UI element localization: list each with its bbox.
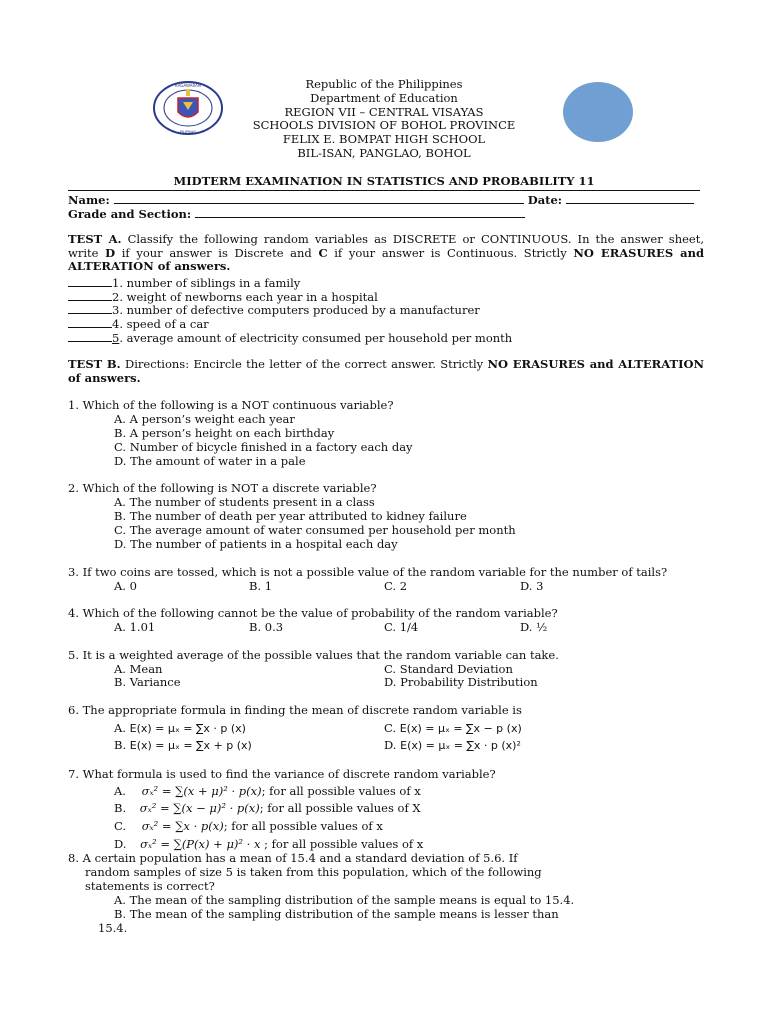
q1-option-c[interactable]: C. Number of bicycle finished in a factory each day	[114, 440, 413, 454]
answer-blank[interactable]	[68, 316, 112, 328]
svg-text:PILIPINAS: PILIPINAS	[179, 130, 197, 134]
question-8-line1: 8. A certain population has a mean of 15.4 and a standard deviation of 5.6. If	[68, 851, 518, 865]
q7-option-b[interactable]: B. σₓ² = ∑(x − μ)² · p(x); for all possible values of X	[114, 801, 421, 815]
q5-option-c[interactable]: C. Standard Deviation	[384, 662, 513, 676]
q5-option-d[interactable]: D. Probability Distribution	[384, 675, 538, 689]
header-address: BIL-ISAN, PANGLAO, BOHOL	[297, 145, 471, 160]
question-1: 1. Which of the following is a NOT continuous variable?	[68, 398, 394, 412]
testA-instructions: TEST A. Classify the following random variables as DISCRETE or CONTINUOUS. In the answer sheet, write D if your answer is Discrete and C if your answer is Continuous. Strictly NO ERASURES and ALTERATION of answers.	[68, 232, 704, 274]
grade-blank[interactable]	[195, 206, 525, 218]
svg-text:KAGAWARAN: KAGAWARAN	[175, 83, 201, 88]
header-region: REGION VII – CENTRAL VISAYAS	[284, 104, 484, 119]
grade-label: Grade and Section:	[68, 207, 192, 221]
q5-option-b[interactable]: B. Variance	[114, 675, 181, 689]
date-blank[interactable]	[566, 192, 694, 204]
header-division: SCHOOLS DIVISION OF BOHOL PROVINCE	[252, 118, 516, 133]
date-label: Date:	[527, 193, 563, 207]
question-8-line3: statements is correct?	[85, 879, 215, 893]
question-8-line2: random samples of size 5 is taken from this population, which of the following	[85, 865, 542, 879]
q1-option-d[interactable]: D. The amount of water in a pale	[114, 454, 306, 468]
answer-blank[interactable]	[68, 275, 112, 287]
q2-option-d[interactable]: D. The number of patients in a hospital each day	[114, 537, 398, 551]
q8-option-b[interactable]: B. The mean of the sampling distribution of the sample means is lesser than	[114, 907, 559, 921]
testA-item: 4. speed of a car	[68, 316, 209, 332]
testA-item: 3. number of defective computers produced by a manufacturer	[68, 302, 480, 318]
grade-row	[68, 206, 525, 222]
question-3: 3. If two coins are tossed, which is not a possible value of the random variable for the number of tails?	[68, 565, 668, 579]
q7-option-d[interactable]: D. σₓ² = ∑(P(x) + μ)² · x ; for all possible values of x	[114, 837, 424, 851]
q6-formula-a: E(x) = μₓ = ∑x · p (x)	[129, 722, 246, 735]
answer-blank[interactable]	[68, 330, 112, 342]
question-7: 7. What formula is used to find the variance of discrete random variable?	[68, 767, 496, 781]
q4-option-b[interactable]: B. 0.3	[249, 620, 284, 634]
question-5: 5. It is a weighted average of the possible values that the random variable can take.	[68, 648, 559, 662]
q3-option-c[interactable]: C. 2	[384, 579, 408, 593]
q6-option-b[interactable]: B. E(x) = μₓ = ∑x + p (x)	[114, 738, 252, 752]
q7-formula-d: σₓ² = ∑(P(x) + μ)² · x	[140, 837, 261, 851]
q8-option-b-continued: 15.4.	[98, 921, 128, 935]
q3-option-b[interactable]: B. 1	[249, 579, 273, 593]
question-2: 2. Which of the following is NOT a discrete variable?	[68, 481, 377, 495]
q1-option-a[interactable]: A. A person’s weight each year	[114, 412, 295, 426]
q4-option-d[interactable]: D. ½	[520, 620, 548, 634]
blue-oval-logo	[563, 82, 633, 142]
testA-label: TEST A.	[68, 232, 122, 246]
answer-blank[interactable]	[68, 302, 112, 314]
header-republic: Republic of the Philippines	[305, 77, 463, 91]
title-divider	[68, 190, 700, 191]
q6-formula-b: E(x) = μₓ = ∑x + p (x)	[129, 739, 252, 752]
q7-formula-c: σₓ² = ∑x · p(x)	[141, 819, 224, 833]
testA-item: 1. number of siblings in a family	[68, 275, 300, 291]
q6-formula-d: E(x) = μₓ = ∑x · p (x)²	[400, 739, 521, 752]
question-4: 4. Which of the following cannot be the value of probability of the random variable?	[68, 606, 558, 620]
q3-option-a[interactable]: A. 0	[114, 579, 137, 593]
q5-option-a[interactable]: A. Mean	[114, 662, 163, 676]
testA-item: 2. weight of newborns each year in a hospital	[68, 289, 378, 305]
q4-option-c[interactable]: C. 1/4	[384, 620, 419, 634]
q8-option-a[interactable]: A. The mean of the sampling distribution of the sample means is equal to 15.4.	[114, 893, 575, 907]
q6-option-c[interactable]: C. E(x) = μₓ = ∑x − p (x)	[384, 721, 522, 735]
answer-blank[interactable]	[68, 289, 112, 301]
name-blank[interactable]	[114, 192, 524, 204]
q2-option-b[interactable]: B. The number of death per year attributed to kidney failure	[114, 509, 467, 523]
q7-formula-b: σₓ² = ∑(x − μ)² · p(x)	[139, 801, 260, 815]
testA-item: 5. average amount of electricity consumed per household per month	[68, 330, 512, 346]
name-label: Name:	[68, 193, 110, 207]
q6-formula-c: E(x) = μₓ = ∑x − p (x)	[399, 722, 522, 735]
question-6: 6. The appropriate formula in finding the mean of discrete random variable is	[68, 703, 522, 717]
header-department: Department of Education	[310, 90, 458, 105]
testB-instructions: TEST B. Directions: Encircle the letter of the correct answer. Strictly NO ERASURES and ALTERATION of answers.	[68, 357, 704, 385]
q3-option-d[interactable]: D. 3	[520, 579, 544, 593]
q7-option-a[interactable]: A. σₓ² = ∑(x + μ)² · p(x); for all possible values of x	[114, 784, 421, 798]
q7-option-c[interactable]: C. σₓ² = ∑x · p(x); for all possible values of x	[114, 819, 383, 833]
q2-option-a[interactable]: A. The number of students present in a class	[114, 495, 375, 509]
header-school: FELIX E. BOMPAT HIGH SCHOOL	[282, 132, 486, 147]
q7-formula-a: σₓ² = ∑(x + μ)² · p(x)	[141, 784, 262, 798]
q6-option-d[interactable]: D. E(x) = μₓ = ∑x · p (x)²	[384, 738, 521, 752]
q2-option-c[interactable]: C. The average amount of water consumed per household per month	[114, 523, 516, 537]
q1-option-b[interactable]: B. A person’s height on each birthday	[114, 426, 335, 440]
q4-option-a[interactable]: A. 1.01	[114, 620, 156, 634]
exam-title: MIDTERM EXAMINATION IN STATISTICS AND PROBABILITY 11	[173, 174, 595, 188]
testB-label: TEST B.	[68, 357, 121, 371]
school-header	[200, 78, 568, 161]
q6-option-a[interactable]: A. E(x) = μₓ = ∑x · p (x)	[114, 721, 246, 735]
